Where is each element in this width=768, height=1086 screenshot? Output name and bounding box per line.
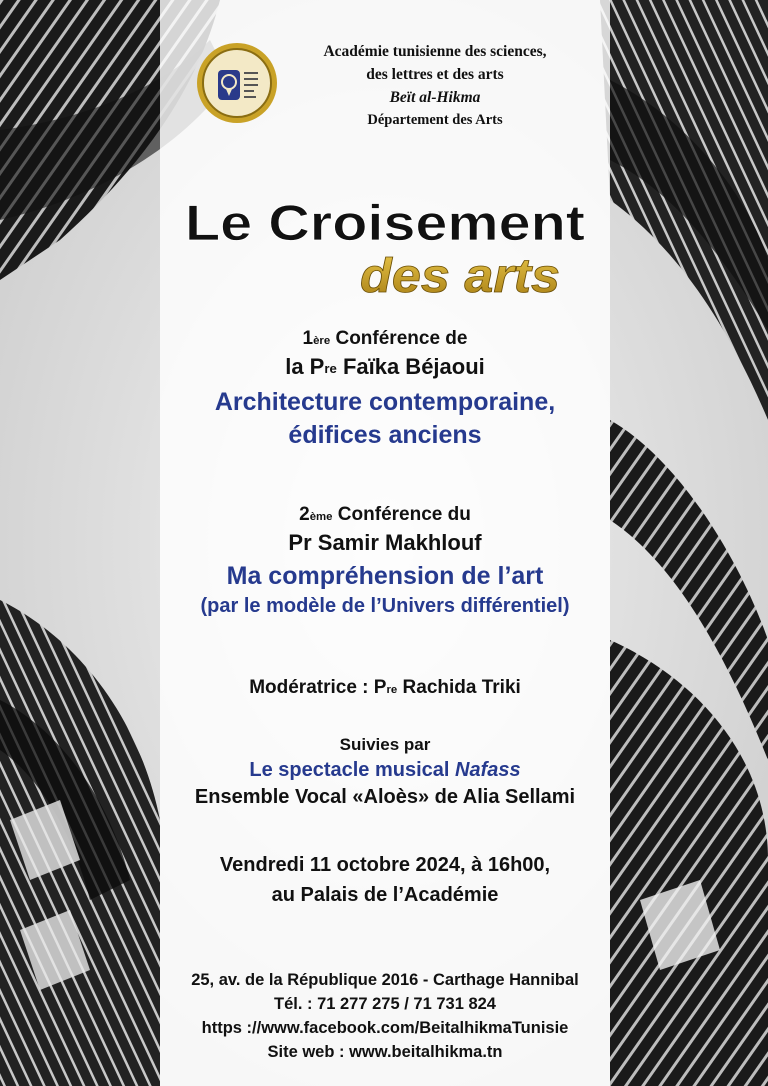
- moderator-name: Rachida Triki: [397, 677, 521, 698]
- followup-show-prefix: Le spectacle musical: [249, 759, 456, 781]
- conference-1-speaker-prefix: la P: [285, 354, 325, 379]
- contact-facebook-link[interactable]: https ://www.facebook.com/BeitalhikmaTunisie: [201, 1019, 569, 1037]
- conference-2: [160, 502, 610, 620]
- moderator-label: Modératrice : P: [249, 677, 387, 698]
- followup-section: [160, 733, 610, 811]
- conference-1-ordinal: 1: [302, 328, 314, 349]
- institution-line-3: Beït al-Hikma: [389, 89, 481, 106]
- followup-ensemble: Ensemble Vocal «Aloès» de Alia Sellami: [194, 786, 576, 808]
- conference-1-ordinal-sup: ère: [313, 335, 331, 347]
- conference-2-heading: [160, 502, 610, 528]
- conference-2-heading-text: Conférence du: [332, 504, 471, 525]
- institution-line-1: Académie tunisienne des sciences,: [323, 43, 547, 60]
- conference-1-topic-line-2: édifices anciens: [288, 421, 482, 449]
- followup-show-name: Nafass: [455, 759, 521, 781]
- conference-1-topic-line-1: Architecture contemporaine,: [214, 388, 556, 416]
- conference-1-heading-text: Conférence de: [330, 328, 468, 349]
- conference-2-ordinal: 2: [299, 504, 310, 525]
- conference-2-ordinal-sup: ème: [309, 511, 333, 523]
- conference-1-speaker-sup: re: [324, 361, 337, 376]
- conference-2-speaker: Pr Samir Makhlouf: [288, 530, 482, 555]
- contact-website-link[interactable]: Site web : www.beitalhikma.tn: [267, 1043, 503, 1061]
- event-date: Vendredi 11 octobre 2024, à 16h00,: [219, 854, 551, 876]
- event-title: [160, 186, 610, 306]
- event-venue: au Palais de l’Académie: [271, 884, 499, 906]
- title-main: Le Croisement: [185, 195, 586, 251]
- academy-seal-logo: [196, 42, 278, 124]
- institution-line-2: des lettres et des arts: [366, 66, 504, 83]
- conference-1-speaker-name: Faïka Béjaoui: [336, 354, 485, 379]
- institution-header: [290, 40, 580, 132]
- event-details: [160, 850, 610, 910]
- moderator-sup: re: [386, 684, 398, 696]
- conference-1: [160, 326, 610, 452]
- moderator: [160, 675, 610, 701]
- contact-address: 25, av. de la République 2016 - Carthage Hannibal: [191, 971, 579, 989]
- institution-department: Département des Arts: [367, 112, 503, 128]
- conference-1-heading: [160, 326, 610, 352]
- followup-intro: Suivies par: [339, 735, 431, 754]
- conference-2-subtopic: (par le modèle de l’Univers différentiel): [200, 595, 570, 617]
- followup-show: [160, 757, 610, 784]
- contact-info: [160, 968, 610, 1064]
- conference-1-speaker: [160, 352, 610, 382]
- conference-2-topic: Ma compréhension de l’art: [226, 562, 544, 590]
- title-sub: des arts: [360, 250, 560, 303]
- contact-phone: Tél. : 71 277 275 / 71 731 824: [273, 995, 496, 1013]
